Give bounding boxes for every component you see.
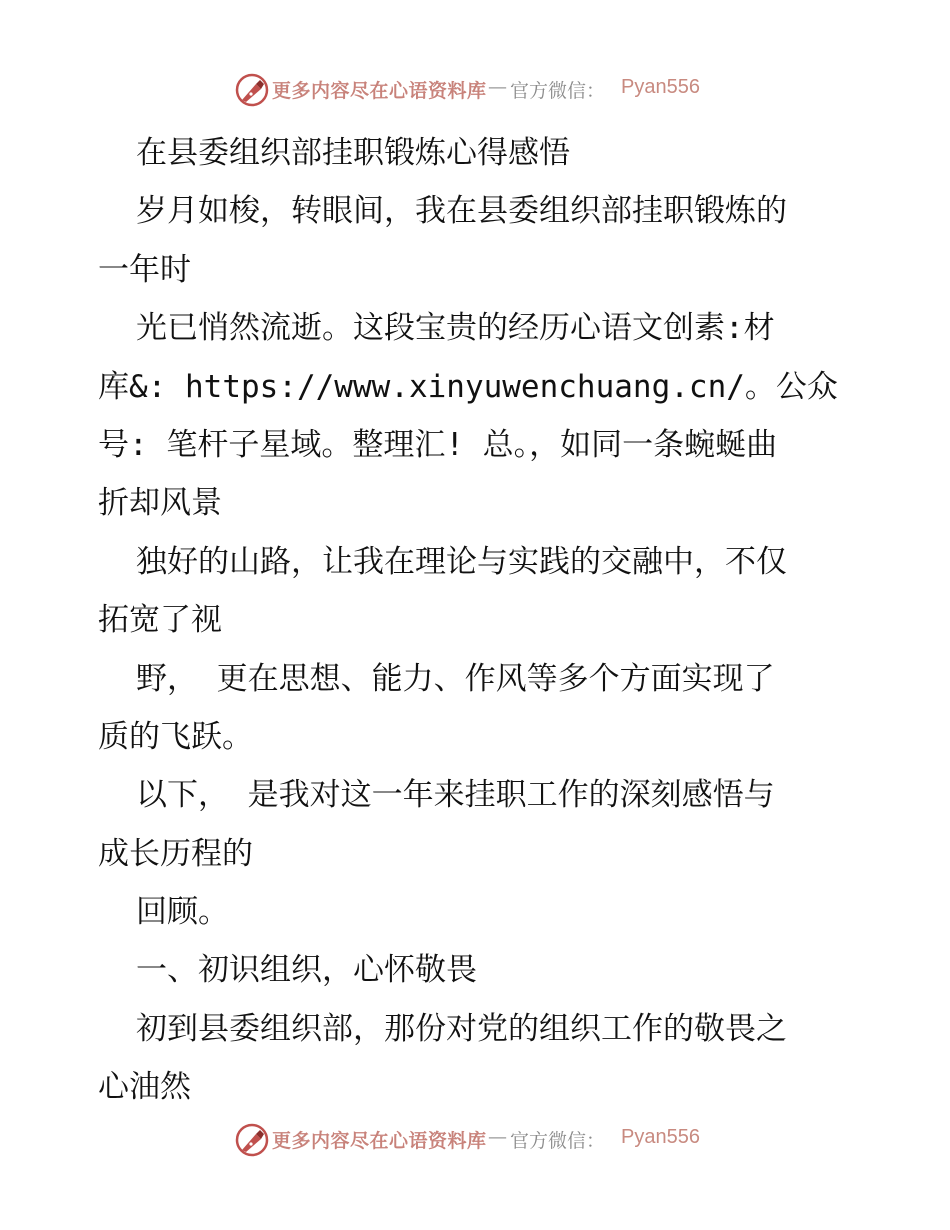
document-line: 回顾。 [136, 894, 229, 931]
document-line: 库&: https://www.xinyuwenchuang.cn/。公众 [98, 368, 838, 405]
watermark-brand-text: 更多内容尽在心语资料库 [272, 80, 487, 102]
watermark-wechat-id: Pyan556 [621, 76, 700, 98]
document-line: 成长历程的 [98, 835, 253, 872]
document-line: 以下， 是我对这一年来挂职工作的深刻感悟与 [136, 777, 775, 814]
document-line: 光已悄然流逝。这段宝贵的经历心语文创素:材 [136, 310, 775, 347]
header-watermark [0, 70, 950, 110]
document-line: 独好的山路，让我在理论与实践的交融中，不仅 [136, 543, 787, 580]
watermark-wechat-id: Pyan556 [621, 1126, 700, 1148]
document-line: 在县委组织部挂职锻炼心得感悟 [136, 135, 570, 171]
document-body [98, 124, 858, 1117]
document-line: 拓宽了视 [98, 602, 222, 639]
document-line: 野， 更在思想、能力、作风等多个方面实现了 [136, 660, 775, 697]
watermark-separator: — [488, 1126, 507, 1148]
document-line: 心油然 [98, 1069, 191, 1106]
document-line: 号: 笔杆子星域。整理汇! 总。，如同一条蜿蜒曲 [98, 426, 778, 463]
document-line: 一、初识组织，心怀敬畏 [136, 952, 477, 989]
watermark-wechat-label: 官方微信： [510, 1130, 606, 1152]
pen-nib-logo-icon [234, 1122, 270, 1158]
document-line: 质的飞跃。 [98, 718, 253, 755]
pen-nib-logo-icon [234, 72, 270, 108]
document-line: 初到县委组织部，那份对党的组织工作的敬畏之 [136, 1010, 787, 1047]
footer-watermark [0, 1120, 950, 1160]
watermark-separator: — [488, 76, 507, 98]
document-line: 一年时 [98, 251, 191, 288]
watermark-brand-text: 更多内容尽在心语资料库 [272, 1130, 487, 1152]
document-line: 岁月如梭，转眼间，我在县委组织部挂职锻炼的 [136, 193, 787, 230]
watermark-wechat-label: 官方微信： [510, 80, 606, 102]
document-line: 折却风景 [98, 485, 222, 522]
